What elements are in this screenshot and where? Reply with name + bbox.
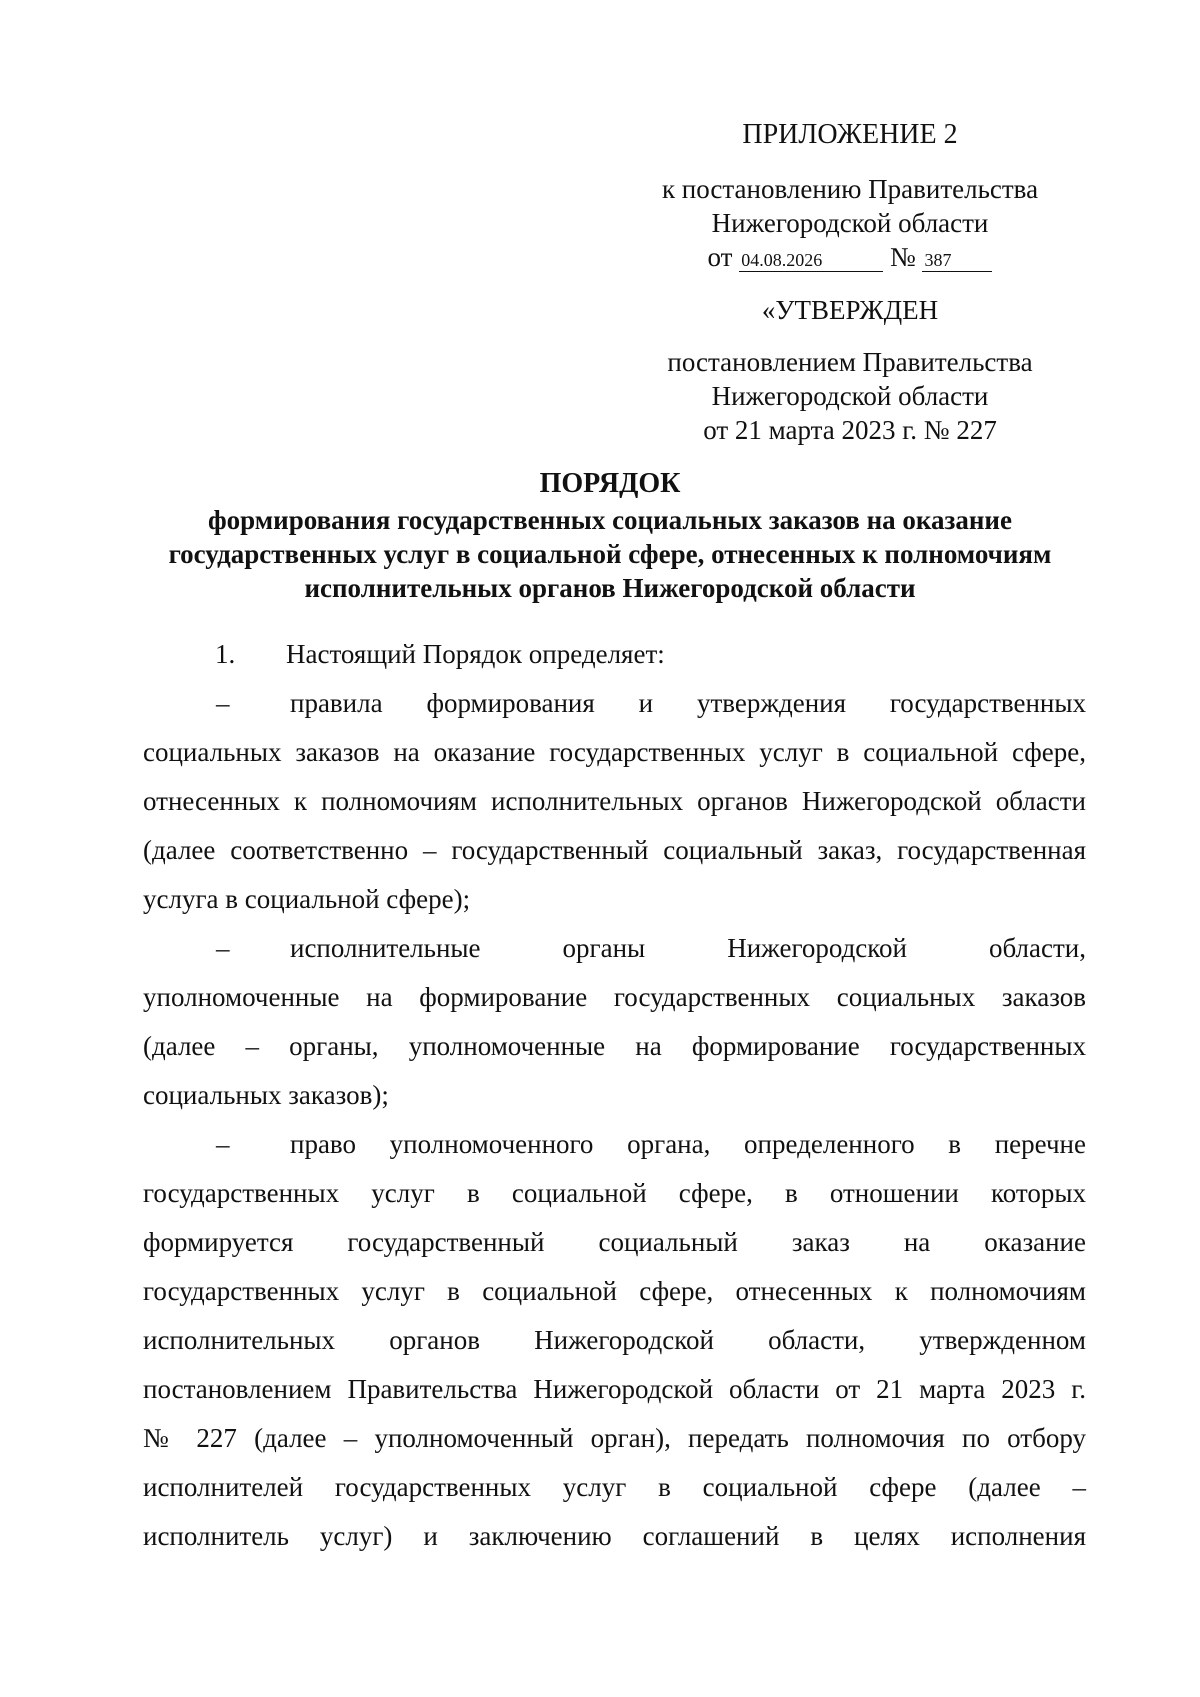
decree-number: 387 [922,249,992,272]
paragraph-2-line: социальных заказов на оказание государственных услуг в социальной сфере, [143,737,1086,767]
paragraph-4-line: государственных услуг в социальной сфере, отнесенных к полномочиям [143,1276,1086,1306]
paragraph-3-line: исполнительные органы Нижегородской области, [290,933,1086,963]
document-title-line-3: исполнительных органов Нижегородской области [304,573,916,603]
decree-date: 04.08.2026 [739,249,883,272]
document-body [143,630,1086,1561]
paragraph-1-number: 1. [215,639,236,669]
paragraph-4-line: исполнителей государственных услуг в социальной сфере (далее – [143,1472,1086,1502]
annex-title: ПРИЛОЖЕНИЕ 2 [742,119,958,150]
paragraph-4-line: формируется государственный социальный заказ на оказание [143,1227,1086,1257]
document-title [130,467,1090,605]
paragraph-4-dash: – [216,1129,230,1159]
paragraph-2-dash: – [216,688,230,718]
approved-line-2: Нижегородской области [711,381,989,411]
paragraph-2-line: услуга в социальной сфере); [143,884,471,914]
paragraph-3-dash: – [216,933,230,963]
paragraph-2-line: правила формирования и утверждения государственных [290,688,1086,718]
from-label: от [707,242,733,272]
paragraph-4-line: исполнительных органов Нижегородской области, утвержденном [143,1325,1086,1355]
paragraph-2-line: (далее соответственно – государственный социальный заказ, государственная [143,835,1086,865]
approved-stamp [620,293,1080,447]
paragraph-3-line: социальных заказов); [143,1080,389,1110]
paragraph-2-line: отнесенных к полномочиям исполнительных органов Нижегородской области [143,786,1086,816]
document-title-line-1: формирования государственных социальных заказов на оказание [208,505,1012,535]
annex-line-2: Нижегородской области [711,208,989,238]
paragraph-4-line: государственных услуг в социальной сфере, в отношении которых [143,1178,1086,1208]
paragraph-3-line: уполномоченные на формирование государственных социальных заказов [143,982,1086,1012]
document-title-main: ПОРЯДОК [539,468,681,499]
annex-line-1: к постановлению Правительства [661,174,1039,204]
document-title-line-2: государственных услуг в социальной сфере, отнесенных к полномочиям [168,539,1052,569]
paragraph-3-line: (далее – органы, уполномоченные на формирование государственных [143,1031,1086,1061]
approved-line-1: постановлением Правительства [667,347,1033,377]
number-label: № [889,242,916,272]
paragraph-4 [143,1120,1086,1561]
paragraph-1 [143,630,1086,679]
paragraph-4-line: исполнитель услуг) и заключению соглашений в целях исполнения [143,1521,1086,1551]
approved-title: «УТВЕРЖДЕН [761,295,939,325]
paragraph-2 [143,679,1086,924]
paragraph-3 [143,924,1086,1120]
paragraph-1-text: Настоящий Порядок определяет: [286,639,665,669]
approved-line-3: от 21 марта 2023 г. № 227 [703,415,997,445]
paragraph-4-line: № 227 (далее – уполномоченный орган), передать полномочия по отбору [143,1423,1086,1453]
annex-header [620,118,1080,274]
paragraph-4-line: право уполномоченного органа, определенного в перечне [290,1129,1086,1159]
annex-date-number-line [620,240,1080,274]
paragraph-4-line: постановлением Правительства Нижегородской области от 21 марта 2023 г. [143,1374,1086,1404]
